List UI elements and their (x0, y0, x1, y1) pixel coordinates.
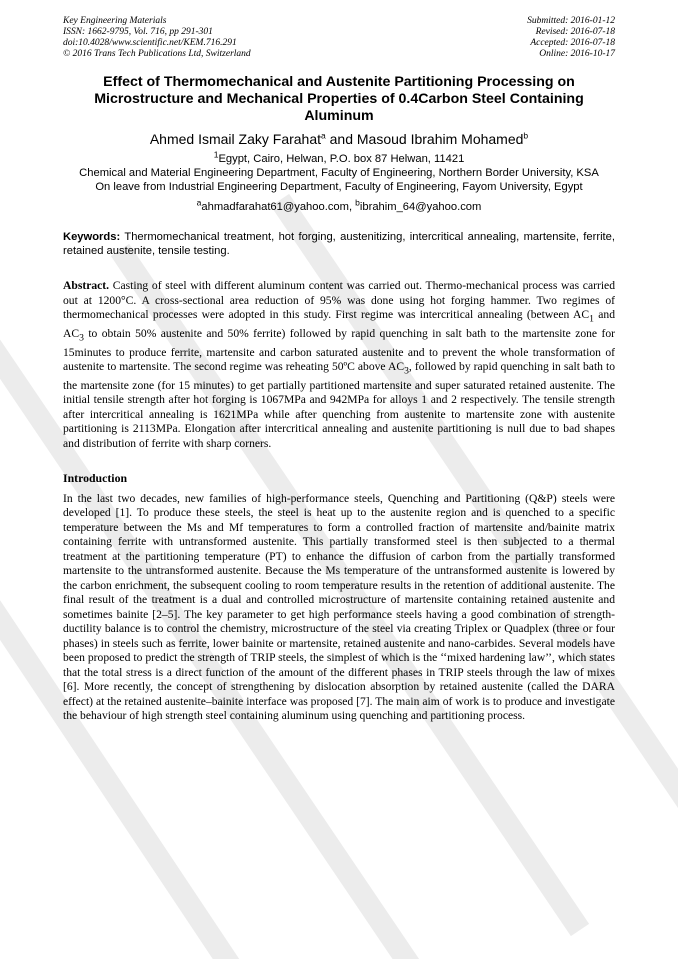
journal-name: Key Engineering Materials (63, 16, 167, 26)
affiliations (63, 149, 615, 214)
revised-date: Revised: 2016-07-18 (535, 27, 615, 37)
author-and: and (325, 131, 357, 147)
author-2-sup: b (523, 130, 529, 141)
author-1: Ahmed Ismail Zaky Farahat (149, 131, 322, 147)
keywords-block (63, 230, 615, 258)
keywords-text: Thermomechanical treatment, hot forging, austenitizing, intercritical annealing, martensite, ferrite, retained austenite, tensile testing. (63, 231, 615, 257)
keywords-label: Keywords: (63, 231, 121, 243)
abstract-block (63, 279, 615, 451)
abstract-sub-2: 3 (79, 332, 84, 344)
email-b-sup: b (355, 197, 360, 208)
abstract-sub-1: 1 (589, 313, 594, 325)
date-info (527, 16, 615, 60)
affiliation-address-text: Egypt, Cairo, Helwan, P.O. box 87 Helwan, 11421 (218, 153, 465, 165)
online-date: Online: 2016-10-17 (539, 49, 615, 59)
doi-line: doi:10.4028/www.scientific.net/KEM.716.291 (63, 38, 237, 48)
affiliation-sup: 1 (213, 149, 219, 160)
paper-page (63, 16, 615, 724)
affiliation-department: Chemical and Material Engineering Department, Faculty of Engineering, Northern Border University, KSA (79, 167, 599, 179)
abstract-sub-3: 3 (404, 365, 409, 377)
affiliation-address (63, 149, 615, 166)
submitted-date: Submitted: 2016-01-12 (527, 16, 615, 26)
introduction-heading: Introduction (63, 471, 128, 486)
abstract-label: Abstract. (63, 279, 110, 292)
copyright-line: © 2016 Trans Tech Publications Ltd, Switzerland (63, 49, 251, 59)
journal-info (63, 16, 251, 60)
email-b: ibrahim_64@yahoo.com (359, 201, 482, 213)
abstract-text-2: and AC (63, 308, 615, 340)
author-1-sup: a (321, 130, 326, 141)
affiliation-leave: On leave from Industrial Engineering Department, Faculty of Engineering, Fayom University, Egypt (95, 181, 583, 193)
introduction-text: In the last two decades, new families of high-performance steels, Quenching and Partitioning (Q&P) steels were developed [1]. To produce these steels, the steel is heat up to the austenite region and is quenched to a specific temperature between the Ms and Mf temperatures to form a controlled fraction of martensite and/bainite matrix containing ferrite with untransformed austenite. This partially transformed steel is then subjected to a thermal treatment at the partitioning temperature (PT) to enhance the diffusion of carbon from the partially transformed martensite to the untransformed austenite. Because the Ms temperature of the untransformed austenite is lowered by the carbon enrichment, the subsequent cooling to room temperature results in the retention of additional austenite. The final result of the treatment is a dual and controlled microstructure of martensite containing retained austenite and sometimes bainite [2–5]. The key parameter to get high performance steels having a good combination of strength-ductility balance is to control the chemistry, microstructure of the steel via creating Triplex or Quadplex (three or four phases) in steels such as ferrite, lower bainite or martensite, retained austenite and nano-carbides. Several models have been proposed to predict the strength of TRIP steels, the simplest of which is the ‘‘mixed hardening law’’, which states that the total stress is a direct function of the amount of the different phases in TRIP steels through the law of mixes [6]. More recently, the concept of strengthening by dislocation absorption by retained austenite (called the DARA effect) at the retained austenite–bainite interface was proposed [7]. The main aim of work is to produce and investigate the behaviour of high strength steel containing aluminum using quenching and partitioning process. (63, 491, 615, 723)
abstract-text-4: , followed by rapid quenching in salt bath to the martensite zone (for 15 minutes) to get partially partitioned martensite and super saturated retained austenite. The initial tensile strength after hot forging is 1067MPa and 942MPa for alloys 1 and 2 respectively. The tensile strength after intercritical annealing is 1621MPa while after quenching from austenite to martensite zone with austenite partitioning is 2113MPa. Elongation after intercritical annealing and austenite partitioning is null due to bad shapes and distribution of ferrite with sharp corners. (63, 360, 616, 450)
email-line (63, 197, 615, 214)
abstract-text-1: Casting of steel with different aluminum content was carried out. Thermo-mechanical process was carried out at 1200°C. A cross-sectional area reduction of 95% was done using hot forging hammer. Two regimes of thermomechanical processes were adopted in this study. First regime was intercritical annealing (between AC (63, 279, 615, 321)
email-a: ahmadfarahat61@yahoo.com, (201, 201, 356, 213)
author-2: Masoud Ibrahim Mohamed (356, 131, 524, 147)
author-line (63, 131, 615, 148)
email-a-sup: a (196, 197, 202, 208)
paper-title: Effect of Thermomechanical and Austenite Partitioning Processing on Microstructure and Mechanical Properties of 0.4Carbon Steel Containing Aluminum (94, 74, 584, 124)
journal-header (63, 16, 615, 60)
abstract-text-3: to obtain 50% austenite and 50% ferrite) followed by rapid quenching in salt bath to the martensite zone for 15minutes to produce ferrite, martensite and carbon saturated austenite and to prevent the whole transformation of austenite to martensite. The second regime was reheating 50ºC above AC (63, 326, 615, 374)
accepted-date: Accepted: 2016-07-18 (530, 38, 615, 48)
issn-line: ISSN: 1662-9795, Vol. 716, pp 291-301 (63, 27, 213, 37)
